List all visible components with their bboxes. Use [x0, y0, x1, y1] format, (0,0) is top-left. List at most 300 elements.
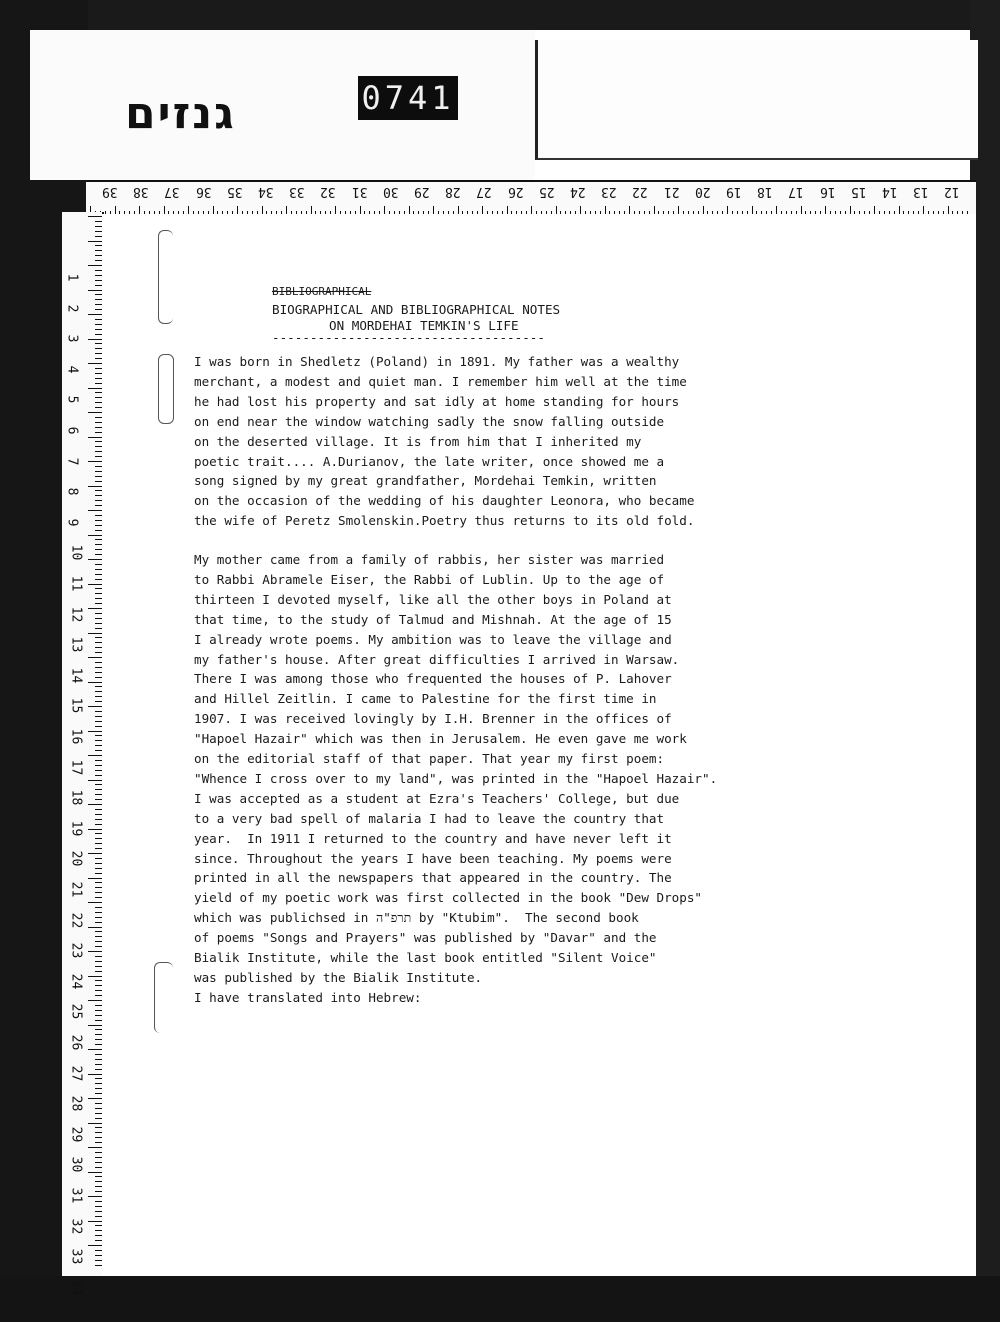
ruler-number: 34 [258, 184, 274, 199]
ruler-tick [95, 417, 102, 418]
ruler-tick [95, 956, 102, 957]
ruler-tick [95, 579, 102, 580]
ruler-tick [88, 1123, 102, 1124]
ruler-tick [95, 378, 102, 379]
ruler-tick [95, 1191, 102, 1192]
ruler-tick [88, 535, 102, 536]
text-line: was published by the Bialik Institute. [194, 969, 483, 985]
ruler-tick [88, 1098, 102, 1099]
ruler-number: 26 [68, 1034, 84, 1051]
ruler-tick [95, 819, 102, 820]
ruler-tick [95, 1034, 102, 1035]
ruler-tick [95, 343, 102, 344]
scan-frame-top [0, 0, 1000, 30]
ruler-tick [95, 628, 102, 629]
ruler-tick [95, 1235, 102, 1236]
ruler-number: 35 [226, 184, 243, 199]
ruler-tick [88, 265, 102, 266]
ruler-tick [95, 593, 102, 594]
ruler-tick [88, 412, 102, 413]
ruler-number: 5 [64, 395, 80, 404]
ruler-number: 26 [507, 184, 524, 199]
ruler-number: 23 [68, 942, 84, 959]
ruler-tick [88, 706, 102, 707]
ruler-tick [95, 451, 102, 452]
ruler-tick [95, 858, 102, 859]
ruler-tick [95, 544, 102, 545]
ruler-tick [95, 623, 102, 624]
ruler-tick [95, 1088, 102, 1089]
ruler-tick [95, 1054, 102, 1055]
ruler-number: 28 [445, 184, 461, 199]
ruler-tick [95, 368, 102, 369]
ruler-number: 2 [64, 304, 80, 313]
ruler-tick [95, 843, 102, 844]
ruler-tick [95, 696, 102, 697]
ruler-number: 14 [68, 667, 84, 684]
text-line: I was accepted as a student at Ezra's Teachers' College, but due [194, 790, 680, 806]
ruler-tick [95, 662, 102, 663]
ruler-tick [95, 304, 102, 305]
ruler-tick [95, 672, 102, 673]
ruler-number: 12 [68, 606, 84, 622]
ruler-tick [95, 236, 102, 237]
ruler-tick [95, 1005, 102, 1006]
ruler-tick [95, 770, 102, 771]
ruler-tick [95, 446, 102, 447]
ruler-tick [88, 314, 102, 315]
ruler-tick [95, 775, 102, 776]
ruler-number: 11 [68, 575, 84, 592]
ruler-number: 7 [64, 457, 80, 466]
ruler-tick [95, 1103, 102, 1104]
ruler-tick [95, 564, 102, 565]
ruler-tick [95, 1010, 102, 1011]
ruler-tick [95, 907, 102, 908]
ruler-tick [88, 461, 102, 462]
ruler-tick [95, 1020, 102, 1021]
ruler-tick [95, 574, 102, 575]
ruler-tick [95, 1039, 102, 1040]
ruler-tick [95, 392, 102, 393]
ruler-tick [88, 1196, 102, 1197]
ruler-tick [95, 745, 102, 746]
ruler-tick [88, 1147, 102, 1148]
ruler-number: 18 [68, 789, 84, 806]
text-line: to a very bad spell of malaria I had to leave the country that [194, 810, 665, 826]
ruler-tick [95, 539, 102, 540]
ruler-tick [95, 647, 102, 648]
ruler-tick [95, 721, 102, 722]
ruler-tick [95, 985, 102, 986]
ruler-number: 15 [850, 184, 867, 199]
ruler-tick [95, 990, 102, 991]
text-line: year. In 1911 I returned to the country and have never left it [194, 830, 672, 846]
ruler-tick [95, 432, 102, 433]
ruler-tick [95, 231, 102, 232]
ruler-tick [88, 486, 102, 487]
ruler-tick [95, 255, 102, 256]
ruler-tick [88, 755, 102, 756]
ruler-number: 33 [289, 184, 305, 199]
ruler-tick [95, 285, 102, 286]
ruler-tick [95, 838, 102, 839]
ruler-tick [95, 309, 102, 310]
vertical-ruler [62, 212, 104, 1296]
ruler-tick [95, 1113, 102, 1114]
ruler-tick [95, 711, 102, 712]
ruler-tick [88, 510, 102, 511]
ruler-tick [88, 633, 102, 634]
ruler-tick [95, 1225, 102, 1226]
ruler-tick [95, 922, 102, 923]
ruler-tick [95, 294, 102, 295]
ruler-tick [95, 505, 102, 506]
ruler-tick [95, 481, 102, 482]
ruler-tick [88, 584, 102, 585]
ruler-number: 21 [68, 881, 84, 898]
text-line: of poems "Songs and Prayers" was published by "Davar" and the [194, 930, 657, 946]
ruler-number: 24 [570, 184, 586, 199]
document-title-line1: BIOGRAPHICAL AND BIBLIOGRAPHICAL NOTES [272, 302, 561, 317]
text-line: that time, to the study of Talmud and Mishnah. At the age of 15 [194, 611, 672, 627]
ruler-tick [88, 902, 102, 903]
document-title-line2: ON MORDEHAI TEMKIN'S LIFE [329, 318, 519, 333]
ruler-number: 1 [64, 273, 80, 282]
ruler-tick [95, 936, 102, 937]
ruler-tick [95, 1265, 102, 1266]
ruler-tick [95, 794, 102, 795]
ruler-tick [95, 1118, 102, 1119]
ruler-tick [95, 324, 102, 325]
ruler-tick [95, 476, 102, 477]
ruler-number: 30 [382, 184, 399, 199]
ruler-number: 8 [64, 487, 80, 496]
ruler-tick [95, 1064, 102, 1065]
ruler-tick [88, 1074, 102, 1075]
ruler-tick [88, 976, 102, 977]
ruler-number: 25 [538, 184, 555, 199]
ruler-tick [95, 726, 102, 727]
text-line: I have translated into Hebrew: [194, 989, 422, 1005]
ruler-tick [95, 1093, 102, 1094]
horizontal-ruler [86, 180, 976, 218]
ruler-number: 31 [351, 184, 368, 199]
ruler-tick [95, 760, 102, 761]
text-line: on the deserted village. It is from him that I inherited my [194, 433, 642, 449]
ruler-tick [95, 1162, 102, 1163]
ruler-tick [95, 966, 102, 967]
ruler-number: 32 [68, 1218, 84, 1234]
ruler-tick [88, 780, 102, 781]
ruler-tick [95, 995, 102, 996]
ruler-tick [88, 559, 102, 560]
ruler-tick [95, 1181, 102, 1182]
ruler-tick [95, 495, 102, 496]
ruler-tick [88, 290, 102, 291]
ruler-tick [88, 388, 102, 389]
ruler-number: 30 [68, 1157, 84, 1173]
ruler-tick [95, 941, 102, 942]
ruler-tick [95, 1167, 102, 1168]
ruler-tick [95, 226, 102, 227]
ruler-number: 33 [68, 1248, 84, 1265]
ruler-tick [95, 422, 102, 423]
text-line: merchant, a modest and quiet man. I remember him well at the time [194, 373, 687, 389]
ruler-tick [95, 652, 102, 653]
ruler-tick [88, 363, 102, 364]
ruler-tick [95, 613, 102, 614]
ruler-tick [95, 765, 102, 766]
ruler-tick [95, 1230, 102, 1231]
ruler-tick [95, 1255, 102, 1256]
ruler-number: 32 [320, 184, 337, 199]
ruler-tick [95, 1059, 102, 1060]
ruler-tick [95, 397, 102, 398]
ruler-tick [95, 250, 102, 251]
ruler-tick [95, 270, 102, 271]
ruler-tick [95, 319, 102, 320]
ruler-number: 37 [164, 184, 181, 199]
ruler-number: 16 [68, 728, 84, 745]
ruler-tick [95, 809, 102, 810]
ruler-tick [95, 971, 102, 972]
text-line: My mother came from a family of rabbis, her sister was married [194, 552, 665, 567]
ruler-tick [95, 917, 102, 918]
ruler-tick [95, 466, 102, 467]
text-line: on the occasion of the wedding of his daughter Leonora, who became [194, 493, 695, 509]
ruler-tick [88, 927, 102, 928]
item-number: 0741 [358, 76, 458, 120]
ruler-tick [88, 682, 102, 683]
ruler-tick [88, 951, 102, 952]
text-line: on the editorial staff of that paper. That year my first poem: [194, 751, 665, 766]
ruler-tick [95, 740, 102, 741]
ruler-tick [95, 402, 102, 403]
ruler-tick [95, 1127, 102, 1128]
ruler-number: 13 [913, 184, 929, 199]
margin-loop [158, 354, 174, 424]
ruler-tick [95, 383, 102, 384]
ruler-tick [95, 329, 102, 330]
ruler-tick [95, 515, 102, 516]
ruler-tick [95, 618, 102, 619]
ruler-tick [88, 1049, 102, 1050]
ruler-tick [88, 339, 102, 340]
ruler-tick [95, 456, 102, 457]
ruler-number: 15 [68, 698, 84, 714]
ruler-tick [95, 280, 102, 281]
ruler-tick [95, 353, 102, 354]
text-line: poetic trait.... A.Durianov, the late writer, once showed me a [194, 453, 665, 469]
text-line: 1907. I was received lovingly by I.H. Brenner in the offices of [194, 711, 672, 727]
ruler-number: 19 [726, 184, 742, 199]
ruler-number: 6 [64, 426, 80, 435]
ruler-tick [95, 642, 102, 643]
ruler-tick [95, 598, 102, 599]
ruler-tick [95, 912, 102, 913]
ruler-tick [95, 931, 102, 932]
ruler-number: 18 [757, 184, 773, 199]
ruler-tick [95, 784, 102, 785]
ruler-tick [95, 1240, 102, 1241]
ruler-tick [95, 887, 102, 888]
ruler-number: 17 [68, 759, 84, 775]
text-line: the wife of Peretz Smolenskin.Poetry thus returns to its old fold. [194, 513, 695, 529]
ruler-tick [95, 637, 102, 638]
margin-bracket [158, 230, 173, 324]
ruler-tick [95, 260, 102, 261]
ruler-tick [88, 804, 102, 805]
ruler-number: 27 [68, 1065, 84, 1081]
ruler-tick [95, 275, 102, 276]
text-line: "Hapoel Hazair" which was then in Jerusalem. He even gave me work [194, 731, 687, 747]
ruler-number: 20 [68, 851, 84, 867]
text-line: I was born in Shedletz (Poland) in 1891. My father was a wealthy [194, 354, 680, 369]
ruler-number: 19 [68, 820, 84, 837]
ruler-tick [95, 833, 102, 834]
ruler-tick [95, 1201, 102, 1202]
ruler-tick [95, 530, 102, 531]
ruler-number: 13 [68, 636, 84, 653]
ruler-tick [88, 1172, 102, 1173]
ruler-tick [95, 471, 102, 472]
ruler-tick [95, 1260, 102, 1261]
ruler-tick [95, 358, 102, 359]
ruler-tick [88, 829, 102, 830]
ruler-number: 12 [944, 184, 961, 199]
text-line: on end near the window watching sadly the snow falling outside [194, 413, 665, 429]
ruler-tick [95, 299, 102, 300]
ruler-tick [95, 667, 102, 668]
ruler-tick [95, 686, 102, 687]
ruler-tick [88, 241, 102, 242]
text-line: There I was among those who frequented the houses of P. Lahover [194, 671, 672, 687]
ruler-tick [88, 657, 102, 658]
ruler-tick [95, 814, 102, 815]
ruler-number: 10 [68, 545, 84, 561]
ruler-tick [95, 980, 102, 981]
ruler-tick [88, 853, 102, 854]
text-line: my father's house. After great difficulties I arrived in Warsaw. [194, 651, 680, 667]
ruler-number: 20 [694, 184, 711, 199]
text-line: which was publichsed in תרפ"ה by "Ktubim". The second book [194, 910, 639, 926]
text-line: "Whence I cross over to my land", was printed in the "Hapoel Hazair". [194, 770, 718, 786]
ruler-tick [88, 437, 102, 438]
ruler-number: 34 [68, 1279, 84, 1296]
ruler-tick [95, 549, 102, 550]
ruler-tick [95, 500, 102, 501]
ruler-tick [88, 608, 102, 609]
ruler-tick [95, 1078, 102, 1079]
ruler-tick [95, 1142, 102, 1143]
ruler-number: 16 [819, 184, 836, 199]
ruler-tick [95, 569, 102, 570]
ruler-tick [95, 701, 102, 702]
ruler-number: 3 [64, 334, 80, 343]
ruler-number: 25 [68, 1004, 84, 1020]
ruler-tick [95, 348, 102, 349]
ruler-tick [95, 873, 102, 874]
ruler-tick [95, 735, 102, 736]
ruler-tick [95, 1186, 102, 1187]
ruler-tick [95, 946, 102, 947]
ruler-tick [95, 1132, 102, 1133]
text-line: I already wrote poems. My ambition was to leave the village and [194, 631, 672, 647]
ruler-tick [88, 1221, 102, 1222]
ruler-tick [95, 1216, 102, 1217]
ruler-tick [95, 824, 102, 825]
margin-bracket-lower [154, 962, 173, 1033]
title-rule: ------------------------------------ [272, 330, 545, 345]
ruler-tick [95, 1108, 102, 1109]
text-line: thirteen I devoted myself, like all the other boys in Poland at [194, 591, 672, 607]
ruler-tick [95, 520, 102, 521]
ruler-number: 21 [663, 184, 680, 199]
text-line: since. Throughout the years I have been teaching. My poems were [194, 850, 672, 866]
ruler-tick [95, 1211, 102, 1212]
ruler-number: 27 [476, 184, 493, 199]
ruler-tick [95, 1157, 102, 1158]
ruler-tick [88, 731, 102, 732]
ruler-tick [95, 799, 102, 800]
header-area [30, 30, 535, 180]
ruler-tick [95, 1250, 102, 1251]
ruler-tick [95, 961, 102, 962]
ruler-tick [95, 1083, 102, 1084]
ruler-tick [95, 1015, 102, 1016]
ruler-tick [95, 691, 102, 692]
ruler-number: 22 [68, 912, 84, 928]
text-line: he had lost his property and sat idly at home standing for hours [194, 393, 680, 409]
ruler-tick [95, 1176, 102, 1177]
ruler-tick [88, 1025, 102, 1026]
ruler-tick [95, 588, 102, 589]
ruler-number: 36 [195, 184, 212, 199]
text-line: printed in all the newspapers that appeared in the country. The [194, 870, 672, 886]
ruler-tick [95, 525, 102, 526]
ruler-tick [95, 427, 102, 428]
ruler-tick [95, 789, 102, 790]
ruler-number: 39 [102, 184, 118, 199]
ruler-tick [88, 1000, 102, 1001]
ruler-number: 4 [64, 365, 80, 374]
text-line: and Hillel Zeitlin. I came to Palestine for the first time in [194, 691, 657, 707]
scan-frame-bottom [0, 1276, 1000, 1322]
ruler-tick [95, 1137, 102, 1138]
ruler-number: 38 [133, 184, 149, 199]
ruler-tick [95, 1152, 102, 1153]
archive-logo: גנזים [125, 88, 236, 139]
ruler-tick [95, 1044, 102, 1045]
ruler-number: 23 [601, 184, 617, 199]
ruler-number: 22 [632, 184, 649, 199]
ruler-tick [95, 334, 102, 335]
ruler-tick [88, 216, 102, 217]
ruler-tick [95, 490, 102, 491]
ruler-tick [95, 716, 102, 717]
ruler-tick [95, 750, 102, 751]
document-page [102, 214, 976, 1276]
ruler-number: 17 [788, 184, 805, 199]
ruler-tick [95, 1029, 102, 1030]
text-line: to Rabbi Abramele Eiser, the Rabbi of Lublin. Up to the age of [194, 571, 665, 587]
ruler-tick [88, 1245, 102, 1246]
ruler-tick [95, 892, 102, 893]
ruler-number: 14 [882, 184, 898, 199]
text-line: song signed by my great grandfather, Mordehai Temkin, written [194, 473, 657, 489]
text-line: yield of my poetic work was first collected in the book "Dew Drops" [194, 890, 702, 906]
